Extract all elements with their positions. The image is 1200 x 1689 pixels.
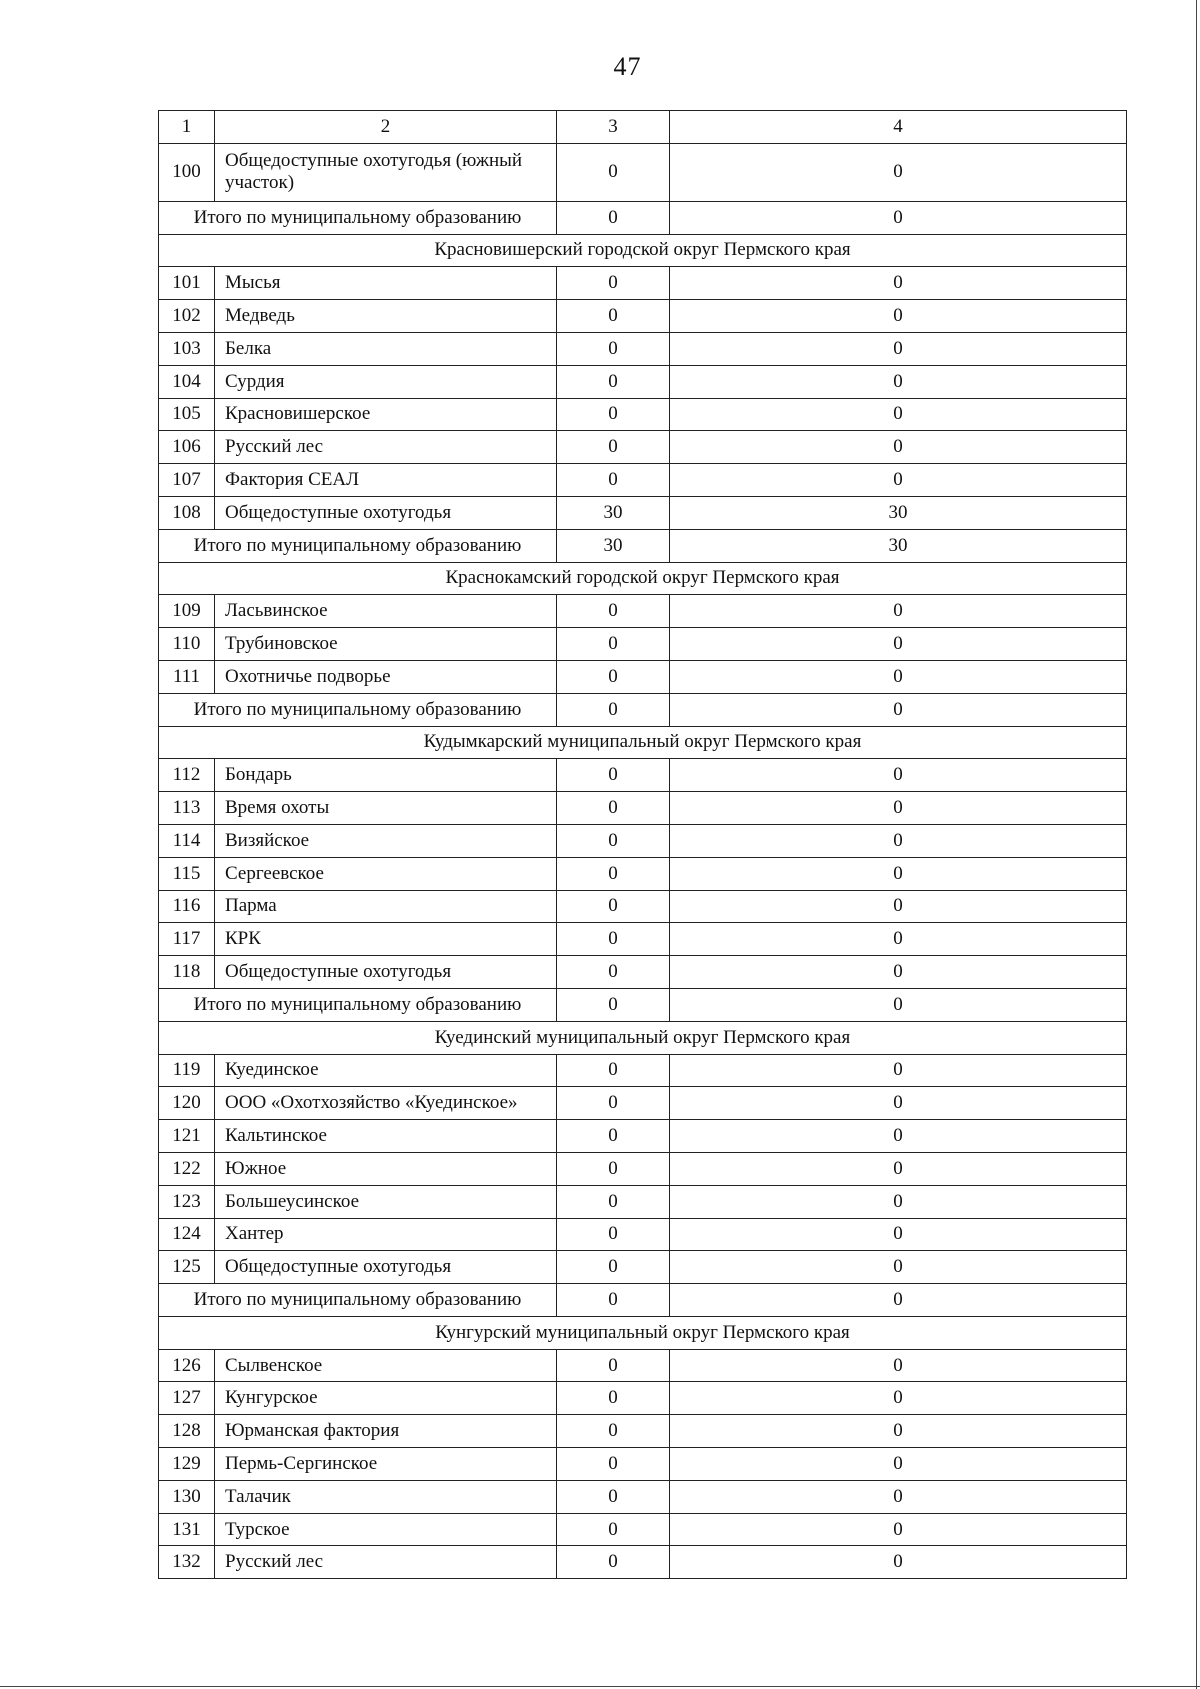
subtotal-label: Итого по муниципальному образованию [159,201,557,234]
value-col-3: 0 [557,956,670,989]
row-number: 124 [159,1218,215,1251]
value-col-4: 0 [670,792,1127,825]
header-col-3: 3 [557,111,670,144]
value-col-3: 30 [557,496,670,529]
hunting-ground-name: Кальтинское [215,1120,557,1153]
table-row [159,956,1127,989]
value-col-4: 0 [670,1546,1127,1579]
table-row [159,1218,1127,1251]
value-col-4: 0 [670,1054,1127,1087]
value-col-4: 0 [670,332,1127,365]
hunting-ground-name: Белка [215,332,557,365]
value-col-4: 0 [670,1120,1127,1153]
value-col-3: 0 [557,1513,670,1546]
value-col-3: 0 [557,267,670,300]
row-number: 123 [159,1185,215,1218]
subtotal-value-col-4: 0 [670,988,1127,1021]
header-col-2: 2 [215,111,557,144]
hunting-ground-name: Общедоступные охотугодья (южный участок) [215,143,557,201]
municipality-section-title: Куединский муниципальный округ Пермского края [159,1021,1127,1054]
value-col-3: 0 [557,857,670,890]
value-col-4: 0 [670,464,1127,497]
table-row [159,857,1127,890]
subtotal-value-col-3: 0 [557,693,670,726]
hunting-ground-name: Сылвенское [215,1349,557,1382]
row-number: 109 [159,595,215,628]
value-col-4: 0 [670,824,1127,857]
row-number: 125 [159,1251,215,1284]
municipality-section-title: Красновишерский городской округ Пермского края [159,234,1127,267]
row-number: 110 [159,628,215,661]
page-edge-right [1196,0,1197,1689]
value-col-4: 0 [670,660,1127,693]
row-number: 103 [159,332,215,365]
table-row [159,1415,1127,1448]
table-row [159,792,1127,825]
value-col-4: 0 [670,1185,1127,1218]
hunting-ground-name: Фактория СЕАЛ [215,464,557,497]
subtotal-value-col-4: 0 [670,201,1127,234]
header-col-4: 4 [670,111,1127,144]
table-row [159,143,1127,201]
row-number: 112 [159,759,215,792]
subtotal-label: Итого по муниципальному образованию [159,529,557,562]
hunting-ground-name: Общедоступные охотугодья [215,1251,557,1284]
table-header-row [159,111,1127,144]
value-col-4: 0 [670,956,1127,989]
value-col-4: 0 [670,1448,1127,1481]
subtotal-value-col-3: 0 [557,1284,670,1317]
subtotal-value-col-3: 30 [557,529,670,562]
row-number: 127 [159,1382,215,1415]
value-col-4: 0 [670,1480,1127,1513]
value-col-3: 0 [557,300,670,333]
hunting-ground-name: Русский лес [215,1546,557,1579]
row-number: 128 [159,1415,215,1448]
municipality-section-title: Краснокамский городской округ Пермского края [159,562,1127,595]
table-row [159,1480,1127,1513]
hunting-ground-name: Пермь-Сергинское [215,1448,557,1481]
table-row [159,1251,1127,1284]
table-row [159,1513,1127,1546]
hunting-ground-name: Трубиновское [215,628,557,661]
hunting-ground-name: Большеусинское [215,1185,557,1218]
value-col-3: 0 [557,398,670,431]
table-row [159,1349,1127,1382]
hunting-ground-name: Куединское [215,1054,557,1087]
hunting-ground-name: Медведь [215,300,557,333]
hunting-ground-name: Красновишерское [215,398,557,431]
value-col-4: 0 [670,595,1127,628]
header-col-1: 1 [159,111,215,144]
value-col-3: 0 [557,1185,670,1218]
row-number: 114 [159,824,215,857]
municipality-section-title: Кудымкарский муниципальный округ Пермского края [159,726,1127,759]
row-number: 104 [159,365,215,398]
value-col-3: 0 [557,628,670,661]
table-row [159,660,1127,693]
subtotal-row [159,693,1127,726]
table-row [159,628,1127,661]
row-number: 119 [159,1054,215,1087]
table-row [159,923,1127,956]
row-number: 130 [159,1480,215,1513]
value-col-3: 0 [557,1152,670,1185]
table-row [159,824,1127,857]
hunting-ground-name: ООО «Охотхозяйство «Куединское» [215,1087,557,1120]
value-col-4: 0 [670,759,1127,792]
value-col-4: 0 [670,1152,1127,1185]
hunting-ground-name: Парма [215,890,557,923]
value-col-3: 0 [557,1054,670,1087]
section-header-row [159,1021,1127,1054]
value-col-3: 0 [557,431,670,464]
municipality-section-title: Кунгурский муниципальный округ Пермского края [159,1316,1127,1349]
subtotal-row [159,1284,1127,1317]
hunting-ground-name: Южное [215,1152,557,1185]
table-row [159,300,1127,333]
section-header-row [159,562,1127,595]
section-header-row [159,726,1127,759]
subtotal-label: Итого по муниципальному образованию [159,988,557,1021]
value-col-3: 0 [557,890,670,923]
hunting-ground-name: Сурдия [215,365,557,398]
hunting-ground-name: Время охоты [215,792,557,825]
section-header-row [159,1316,1127,1349]
hunting-grounds-table [158,110,1127,1579]
value-col-3: 0 [557,464,670,497]
hunting-ground-name: Талачик [215,1480,557,1513]
value-col-3: 0 [557,365,670,398]
subtotal-value-col-3: 0 [557,201,670,234]
value-col-4: 0 [670,398,1127,431]
value-col-3: 0 [557,1251,670,1284]
row-number: 122 [159,1152,215,1185]
hunting-ground-name: КРК [215,923,557,956]
hunting-ground-name: Кунгурское [215,1382,557,1415]
table-row [159,398,1127,431]
value-col-3: 0 [557,660,670,693]
subtotal-value-col-4: 0 [670,693,1127,726]
hunting-ground-name: Охотничье подворье [215,660,557,693]
value-col-4: 0 [670,1513,1127,1546]
value-col-3: 0 [557,1546,670,1579]
table-row [159,1054,1127,1087]
value-col-4: 0 [670,143,1127,201]
row-number: 113 [159,792,215,825]
subtotal-label: Итого по муниципальному образованию [159,693,557,726]
subtotal-value-col-3: 0 [557,988,670,1021]
page-number: 47 [613,52,642,81]
table-row [159,332,1127,365]
hunting-ground-name: Мысья [215,267,557,300]
row-number: 121 [159,1120,215,1153]
value-col-4: 30 [670,496,1127,529]
hunting-ground-name: Турское [215,1513,557,1546]
table-row [159,1087,1127,1120]
value-col-4: 0 [670,1251,1127,1284]
subtotal-row [159,201,1127,234]
value-col-4: 0 [670,1415,1127,1448]
table-row [159,759,1127,792]
table-row [159,595,1127,628]
subtotal-value-col-4: 30 [670,529,1127,562]
row-number: 101 [159,267,215,300]
value-col-3: 0 [557,143,670,201]
value-col-4: 0 [670,1087,1127,1120]
row-number: 105 [159,398,215,431]
value-col-4: 0 [670,1382,1127,1415]
table-row [159,267,1127,300]
hunting-ground-name: Визяйское [215,824,557,857]
value-col-4: 0 [670,431,1127,464]
row-number: 111 [159,660,215,693]
table-row [159,1120,1127,1153]
subtotal-label: Итого по муниципальному образованию [159,1284,557,1317]
row-number: 108 [159,496,215,529]
value-col-4: 0 [670,365,1127,398]
hunting-ground-name: Юрманская фактория [215,1415,557,1448]
value-col-3: 0 [557,1415,670,1448]
row-number: 129 [159,1448,215,1481]
value-col-3: 0 [557,1480,670,1513]
table-row [159,496,1127,529]
row-number: 132 [159,1546,215,1579]
value-col-4: 0 [670,890,1127,923]
section-header-row [159,234,1127,267]
row-number: 115 [159,857,215,890]
table-row [159,1448,1127,1481]
value-col-4: 0 [670,628,1127,661]
hunting-ground-name: Сергеевское [215,857,557,890]
row-number: 107 [159,464,215,497]
subtotal-row [159,988,1127,1021]
table-row [159,1185,1127,1218]
hunting-ground-name: Общедоступные охотугодья [215,496,557,529]
table-row [159,464,1127,497]
value-col-4: 0 [670,923,1127,956]
hunting-ground-name: Общедоступные охотугодья [215,956,557,989]
subtotal-value-col-4: 0 [670,1284,1127,1317]
row-number: 116 [159,890,215,923]
hunting-ground-name: Хантер [215,1218,557,1251]
table-row [159,431,1127,464]
value-col-3: 0 [557,792,670,825]
value-col-3: 0 [557,1382,670,1415]
value-col-3: 0 [557,1087,670,1120]
row-number: 131 [159,1513,215,1546]
hunting-ground-name: Ласьвинское [215,595,557,628]
table-row [159,1152,1127,1185]
value-col-3: 0 [557,1218,670,1251]
table-row [159,1382,1127,1415]
subtotal-row [159,529,1127,562]
value-col-3: 0 [557,595,670,628]
value-col-4: 0 [670,267,1127,300]
value-col-4: 0 [670,857,1127,890]
row-number: 117 [159,923,215,956]
value-col-3: 0 [557,332,670,365]
value-col-3: 0 [557,923,670,956]
hunting-ground-name: Русский лес [215,431,557,464]
row-number: 120 [159,1087,215,1120]
value-col-4: 0 [670,1218,1127,1251]
table-row [159,365,1127,398]
row-number: 106 [159,431,215,464]
value-col-3: 0 [557,1349,670,1382]
value-col-3: 0 [557,759,670,792]
value-col-3: 0 [557,824,670,857]
row-number: 100 [159,143,215,201]
value-col-4: 0 [670,300,1127,333]
table-body [159,143,1127,1578]
value-col-4: 0 [670,1349,1127,1382]
value-col-3: 0 [557,1120,670,1153]
row-number: 118 [159,956,215,989]
hunting-ground-name: Бондарь [215,759,557,792]
table-row [159,890,1127,923]
page-edge-bottom [0,1686,1200,1687]
value-col-3: 0 [557,1448,670,1481]
row-number: 102 [159,300,215,333]
table-row [159,1546,1127,1579]
row-number: 126 [159,1349,215,1382]
